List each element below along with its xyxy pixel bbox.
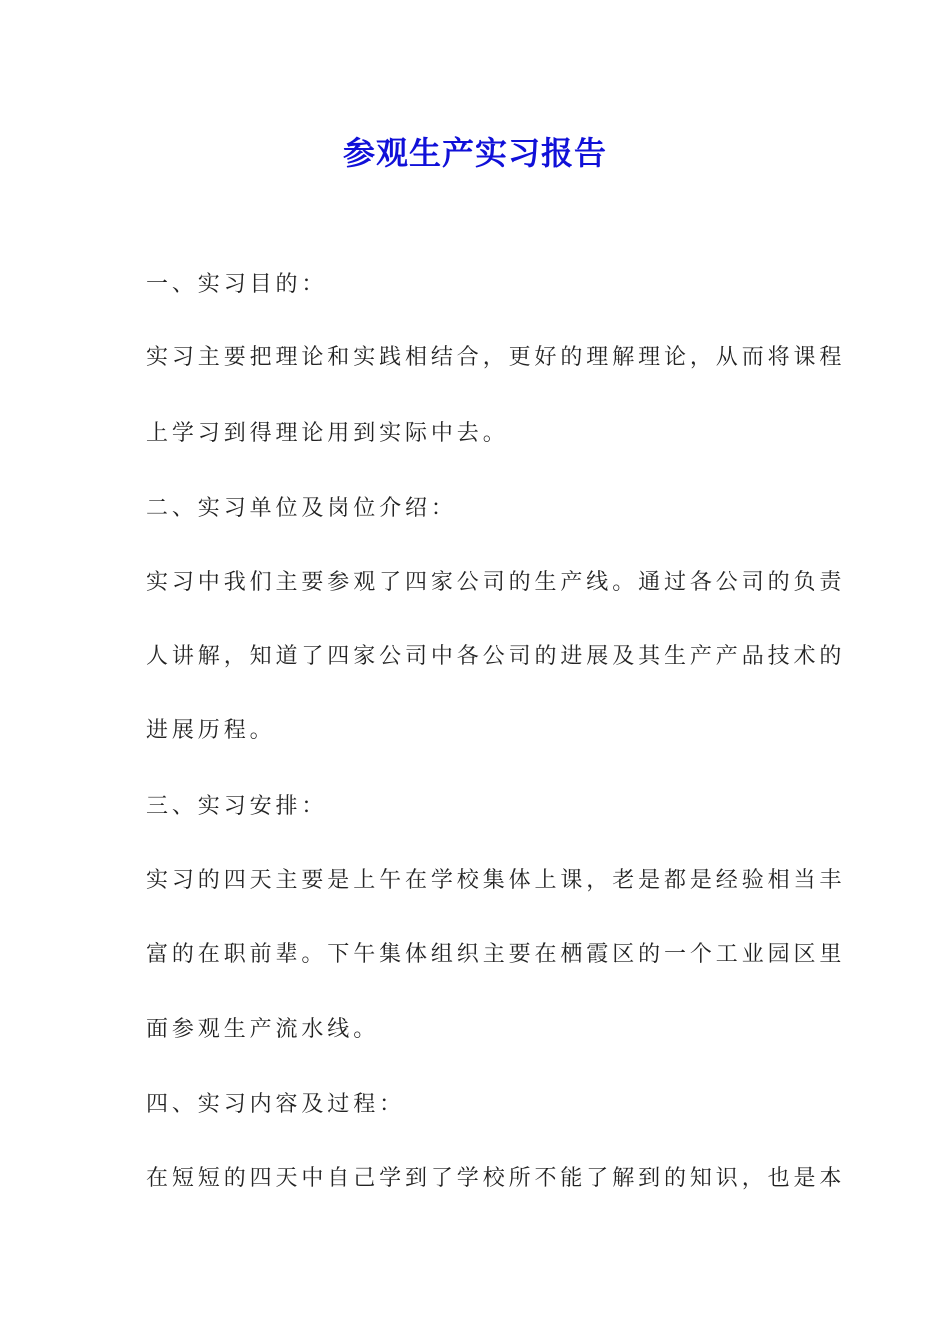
paragraph-line: 人讲解，知道了四家公司中各公司的进展及其生产产品技术的 xyxy=(146,644,846,669)
paragraph-line: 进展历程。 xyxy=(146,718,276,743)
document-title: 参观生产实习报告 xyxy=(342,134,607,172)
paragraph-line: 实习的四天主要是上午在学校集体上课，老是都是经验相当丰 xyxy=(146,868,846,893)
paragraph-line: 面参观生产流水线。 xyxy=(146,1017,380,1042)
paragraph-line: 实习中我们主要参观了四家公司的生产线。通过各公司的负责 xyxy=(146,570,846,595)
paragraph-line: 在短短的四天中自己学到了学校所不能了解到的知识，也是本 xyxy=(146,1166,846,1191)
paragraph-line: 实习主要把理论和实践相结合，更好的理解理论，从而将课程 xyxy=(146,345,846,370)
paragraph-line: 富的在职前辈。下午集体组织主要在栖霞区的一个工业园区里 xyxy=(146,942,846,967)
section-heading-unit: 二、实习单位及岗位介绍： xyxy=(146,496,457,521)
section-heading-purpose: 一、实习目的： xyxy=(146,272,328,297)
paragraph-line: 上学习到得理论用到实际中去。 xyxy=(146,421,509,446)
section-heading-schedule: 三、实习安排： xyxy=(146,794,328,819)
section-heading-content: 四、实习内容及过程： xyxy=(146,1092,406,1117)
